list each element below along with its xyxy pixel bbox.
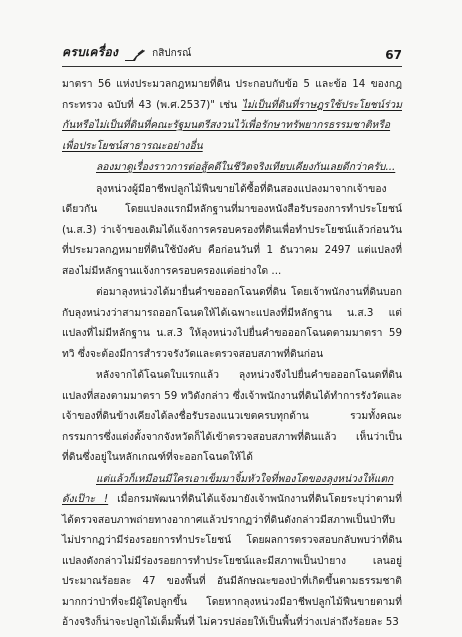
- paragraph-1-lead: มาตรา 56 แห่งประมวลกฎหมายที่ดิน ประกอบกับข้อ 5 และข้อ 14 ของกฎกระทรวง ฉบับที่ 43 (พ.ศ.2537)" เช่น: [62, 78, 402, 111]
- paragraph-6-text: เมื่อกรมพัฒนาที่ดินได้แจ้งมายังเจ้าพนักงานที่ดินโดยระบุว่าตามที่ได้ตรวจสอบภาพถ่ายทางอากาศแล้วปรากฏว่าที่ดินดังกล่าวมีสภาพเป็นป่าทึบไม่ปรากฏว่ามีร่องรอยการทำประโยชน์ โดยผลการตรวจสอบกลับพบว่าที่ดินแปลงดังกล่าวไม่มีร่องรอยการทำประโยชน์และมีสภาพเป็นป่ายาง เลนอยู่ประมาณร้อยละ 47 ของพื้นที่ อันมีลักษณะของป่าที่เกิดขึ้นตามธรรมชาติมากกว่าป่าที่จะมีผู้ใดปลูกขึ้น โดยหากลุงหน่วงมีอาชีพปลูกไม้ฟืนขายตามที่อ้างจริงก็น่าจะปลูกไม้เต็มพื้นที่ ไม่ควรปล่อยให้เป็นพื้นที่ว่างเปล่าถึงร้อยละ 53: [62, 493, 402, 628]
- page-number: 67: [385, 48, 402, 62]
- header-rule: [62, 66, 402, 67]
- paragraph-6-emphasis: แต่แล้วก็เหมือนมีใครเอาเข็มมาจิ้มหัวใจที่พองโตของลุงหน่วงให้แตกดังเป๊าะ !: [62, 472, 394, 505]
- section-name: กสิปกรณ์: [152, 48, 192, 59]
- paragraph-3: ลุงหน่วงผู้มีอาชีพปลูกไม้ฟืนขายได้ซื้อที่ดินสองแปลงมาจากเจ้าของเดียวกัน โดยแปลงแรกมีหลักฐานที่มาของหนังสือรับรองการทำประโยชน์ (น.ส.3) ว่าเจ้าของเดิมได้แจ้งการครอบครองที่ดินเพื่อทำประโยชน์แล้วก่อนวันที่ประมวลกฎหมายที่ดินใช้บังคับ คือก่อนวันที่ 1 ธันวาคม 2497 แต่แปลงที่สองไม่มีหลักฐานแจ้งการครอบครองแต่อย่างใด ...: [62, 182, 402, 277]
- writing-hand-icon: [124, 47, 146, 61]
- quote-line: ลองมาดูเรื่องราวการต่อสู้คดีในชีวิตจริงเทียบเคียงกันเลยดีกว่าครับ...: [96, 161, 396, 173]
- brand-title: ครบเครื่อง: [62, 45, 119, 59]
- paragraph-6: [62, 469, 402, 633]
- body-text: [62, 74, 402, 633]
- paragraph-1-emphasis: ไม่เป็นที่ดินที่ราษฎรใช้ประโยชน์ร่วมกันหรือไม่เป็นที่ดินที่คณะรัฐมนตรีสงวนไว้เพื่อรักษาทรัพยากรธรรมชาติหรือเพื่อประโยชน์สาธารณะอย่างอื่น: [62, 98, 402, 152]
- paragraph-1: [62, 74, 402, 156]
- running-header: [62, 40, 402, 62]
- paragraph-5: หลังจากได้โฉนดใบแรกแล้ว ลุงหน่วงจึงไปยื่นคำขอออกโฉนดที่ดินแปลงที่สองตามมาตรา 59 ทวิดังกล่าว ซึ่งเจ้าพนักงานที่ดินได้ทำการรังวัดและเจ้าของที่ดินข้างเคียงได้ลงชื่อรับรองแนวเขตครบทุกด้าน รวมทั้งคณะกรรมการซึ่งแต่งตั้งจากจังหวัดก็ได้เข้าตรวจสอบสภาพที่ดินแล้ว เห็นว่าเป็นที่ดินซึ่งอยู่ในหลักเกณฑ์ที่จะออกโฉนดให้ได้: [62, 369, 402, 463]
- paragraph-4: ต่อมาลุงหน่วงได้มายื่นคำขอออกโฉนดที่ดิน โดยเจ้าพนักงานที่ดินบอกกับลุงหน่วงว่าสามารถออกโฉนดให้ได้เฉพาะแปลงที่มีหลักฐาน น.ส.3 แต่แปลงที่ไม่มีหลักฐาน น.ส.3 ให้ลุงหน่วงไปยื่นคำขอออกโฉนดตามมาตรา 59 ทวิ ซึ่งจะต้องมีการสำรวจรังวัดและตรวจสอบสภาพที่ดินก่อน: [62, 286, 402, 360]
